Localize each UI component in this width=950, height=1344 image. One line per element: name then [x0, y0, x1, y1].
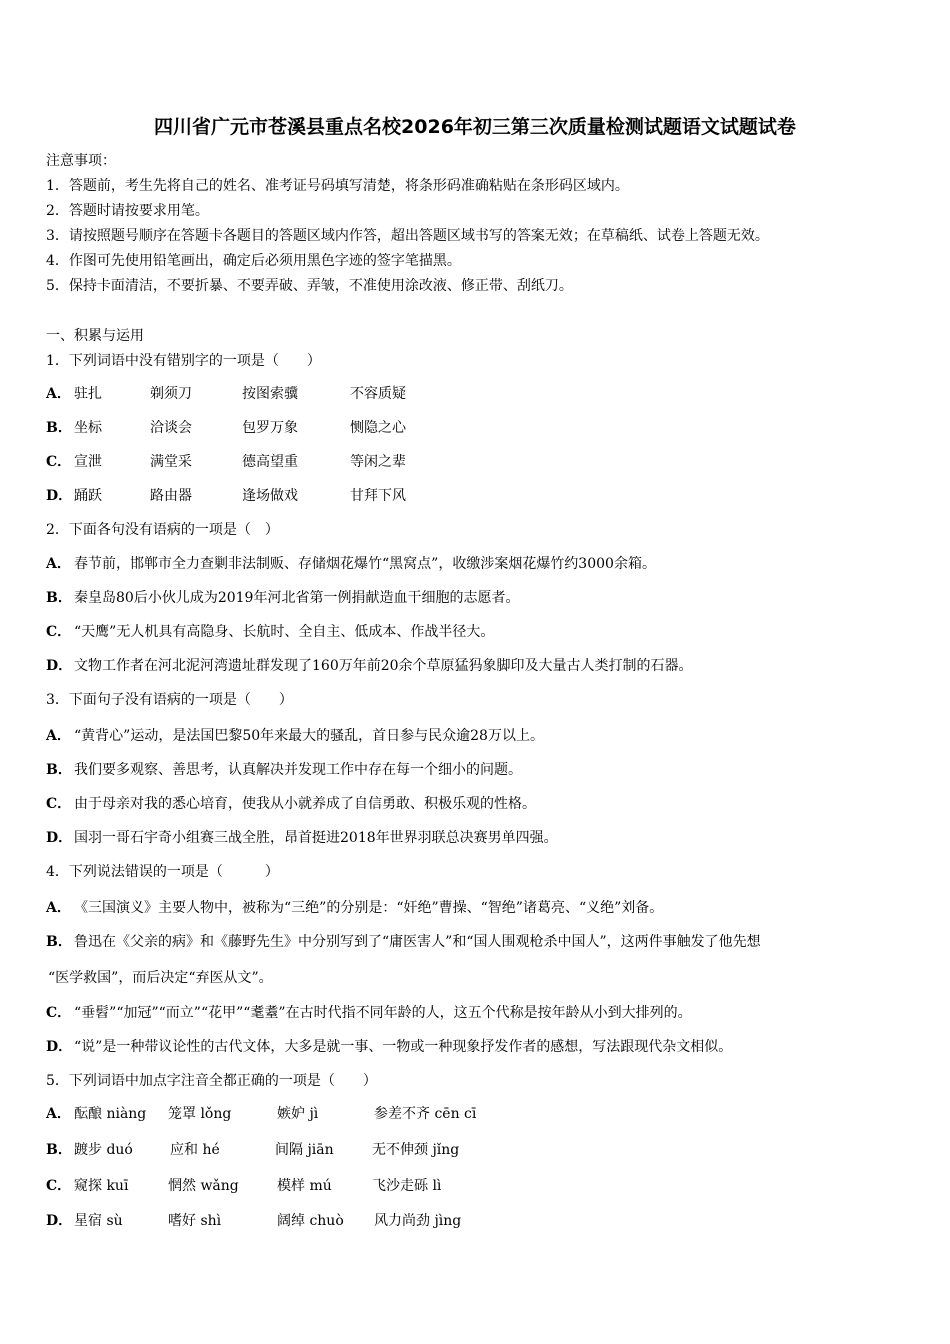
option-label-b: B． [46, 420, 72, 436]
question-stem-4: 4．下列说法错误的一项是（ ） [46, 864, 279, 880]
option-row [46, 554, 656, 574]
option-row [46, 1037, 732, 1057]
word: 路由器 [150, 488, 192, 504]
option-label [46, 1140, 74, 1160]
word: 逢场做戏 [242, 488, 298, 504]
option-label-d: D． [46, 1213, 73, 1229]
word: 剃须刀 [150, 386, 192, 402]
option-text: 《三国演义》主要人物中，被称为“三绝”的分别是：“奸绝”曹操、“智绝”诸葛亮、“义绝”刘备。 [74, 900, 664, 916]
option-label-c: C． [46, 624, 72, 640]
option-row [46, 1003, 692, 1023]
option-label-d: D． [46, 658, 73, 674]
option-label-c: C． [46, 1005, 72, 1021]
option-text: 鲁迅在《父亲的病》和《藤野先生》中分别写到了“庸医害人”和“国人围观枪杀中国人”，这两件事触发了他先想 [74, 934, 761, 950]
word: 参差不齐 cēn cī [374, 1106, 477, 1122]
notice-item: 3．请按照题号顺序在答题卡各题目的答题区域内作答，超出答题区域书写的答案无效；在草稿纸、试卷上答题无效。 [46, 228, 769, 244]
option-row [46, 656, 693, 676]
word: 飞沙走砾 lì [372, 1178, 442, 1194]
word: 满堂采 [150, 454, 192, 470]
word: 按图索骥 [242, 386, 298, 402]
option-label [46, 452, 74, 472]
option-label-c: C． [46, 1178, 72, 1194]
word: 德高望重 [242, 454, 298, 470]
word: 惘然 wǎng [168, 1178, 239, 1194]
option-row [46, 760, 522, 780]
option-label [46, 1176, 74, 1196]
option-label [46, 418, 74, 438]
option-label [46, 1211, 74, 1231]
option-label-b: B． [46, 934, 72, 950]
option-row [46, 726, 544, 746]
notice-item: 1．答题前，考生先将自己的姓名、准考证号码填写清楚，将条形码准确粘贴在条形码区域内。 [46, 178, 629, 194]
notice-item: 2．答题时请按要求用笔。 [46, 203, 209, 219]
word: 星宿 sù [74, 1213, 123, 1229]
word: 宣泄 [74, 454, 102, 470]
option-text: 由于母亲对我的悉心培育，使我从小就养成了自信勇敢、积极乐观的性格。 [74, 796, 536, 812]
question-stem-1: 1．下列词语中没有错别字的一项是（ ） [46, 353, 321, 369]
option-label-c: C． [46, 454, 72, 470]
word: 等闲之辈 [350, 454, 406, 470]
word: 嫉妒 jì [277, 1106, 319, 1122]
word: 嗜好 shì [168, 1213, 222, 1229]
option-row [46, 588, 519, 608]
option-text: “说”是一种带议论性的古代文体，大多是就一事、一物或一种现象抒发作者的感想，写法跟现代杂文相似。 [74, 1039, 733, 1055]
word: 甘拜下风 [350, 488, 406, 504]
word: 恻隐之心 [350, 420, 406, 436]
word: 踊跃 [74, 488, 102, 504]
word: 包罗万象 [242, 420, 298, 436]
word: 踱步 duó [74, 1142, 133, 1158]
section-heading: 一、积累与运用 [46, 328, 144, 344]
notice-heading: 注意事项： [46, 153, 116, 169]
word: 坐标 [74, 420, 102, 436]
option-row [46, 828, 558, 848]
word: 间隔 jiān [275, 1142, 334, 1158]
word: 应和 hé [170, 1142, 220, 1158]
option-row [46, 622, 494, 642]
option-text: “天鹰”无人机具有高隐身、长航时、全自主、低成本、作战半径大。 [74, 624, 495, 640]
notice-item: 5．保持卡面清洁，不要折暴、不要弄破、弄皱，不准使用涂改液、修正带、刮纸刀。 [46, 278, 573, 294]
option-label-c: C． [46, 796, 72, 812]
word: 无不伸颈 jǐng [372, 1142, 460, 1158]
option-text: 文物工作者在河北泥河湾遗址群发现了160万年前20余个草原猛犸象脚印及大量古人类打制的石器。 [74, 658, 693, 674]
question-stem-3: 3．下面句子没有语病的一项是（ ） [46, 692, 293, 708]
question-stem-5: 5．下列词语中加点字注音全都正确的一项是（ ） [46, 1073, 377, 1089]
word: 洽谈会 [150, 420, 192, 436]
option-text: “垂髫”“加冠”“而立”“花甲”“耄耋”在古时代指不同年龄的人，这五个代称是按年龄从小到大排列的。 [74, 1005, 692, 1021]
question-stem-2: 2．下面各句没有语病的一项是（ ） [46, 522, 279, 538]
option-label [46, 1104, 74, 1124]
option-text: 春节前，邯郸市全力查剿非法制贩、存储烟花爆竹“黑窝点”，收缴涉案烟花爆竹约3000余箱。 [74, 556, 656, 572]
option-label-d: D． [46, 488, 73, 504]
option-label-a: A． [46, 386, 71, 402]
option-label-d: D． [46, 1039, 73, 1055]
option-label-a: A． [46, 1106, 71, 1122]
option-label-b: B． [46, 590, 72, 606]
option-label-a: A． [46, 728, 71, 744]
option-text: “黄背心”运动，是法国巴黎50年来最大的骚乱，首日参与民众逾28万以上。 [74, 728, 544, 744]
word: 笼罩 lǒng [168, 1106, 232, 1122]
option-text-continued: “医学救国”，而后决定“弃医从文”。 [48, 970, 273, 986]
option-text: 国羽一哥石宇奇小组赛三战全胜，昂首挺进2018年世界羽联总决赛男单四强。 [74, 830, 558, 846]
option-label-a: A． [46, 900, 71, 916]
word: 模样 mú [277, 1178, 332, 1194]
option-row [46, 932, 761, 952]
option-text: 秦皇岛80后小伙儿成为2019年河北省第一例捐献造血干细胞的志愿者。 [74, 590, 520, 606]
word: 驻扎 [74, 386, 102, 402]
option-row [46, 794, 536, 814]
option-label [46, 384, 74, 404]
word: 阔绰 chuò [277, 1213, 344, 1229]
word: 风力尚劲 jìng [374, 1213, 462, 1229]
option-label [46, 486, 74, 506]
option-row [46, 898, 663, 918]
option-label-b: B． [46, 1142, 72, 1158]
notice-item: 4．作图可先使用铅笔画出，确定后必须用黑色字迹的签字笔描黑。 [46, 253, 461, 269]
option-text: 我们要多观察、善思考，认真解决并发现工作中存在每一个细小的问题。 [74, 762, 522, 778]
word: 窥探 kuī [74, 1178, 129, 1194]
word: 不容质疑 [350, 386, 406, 402]
option-label-d: D． [46, 830, 73, 846]
page-title: 四川省广元市苍溪县重点名校2026年初三第三次质量检测试题语文试题试卷 [154, 116, 796, 138]
option-label-a: A． [46, 556, 71, 572]
option-label-b: B． [46, 762, 72, 778]
word: 酝酿 niàng [74, 1106, 147, 1122]
